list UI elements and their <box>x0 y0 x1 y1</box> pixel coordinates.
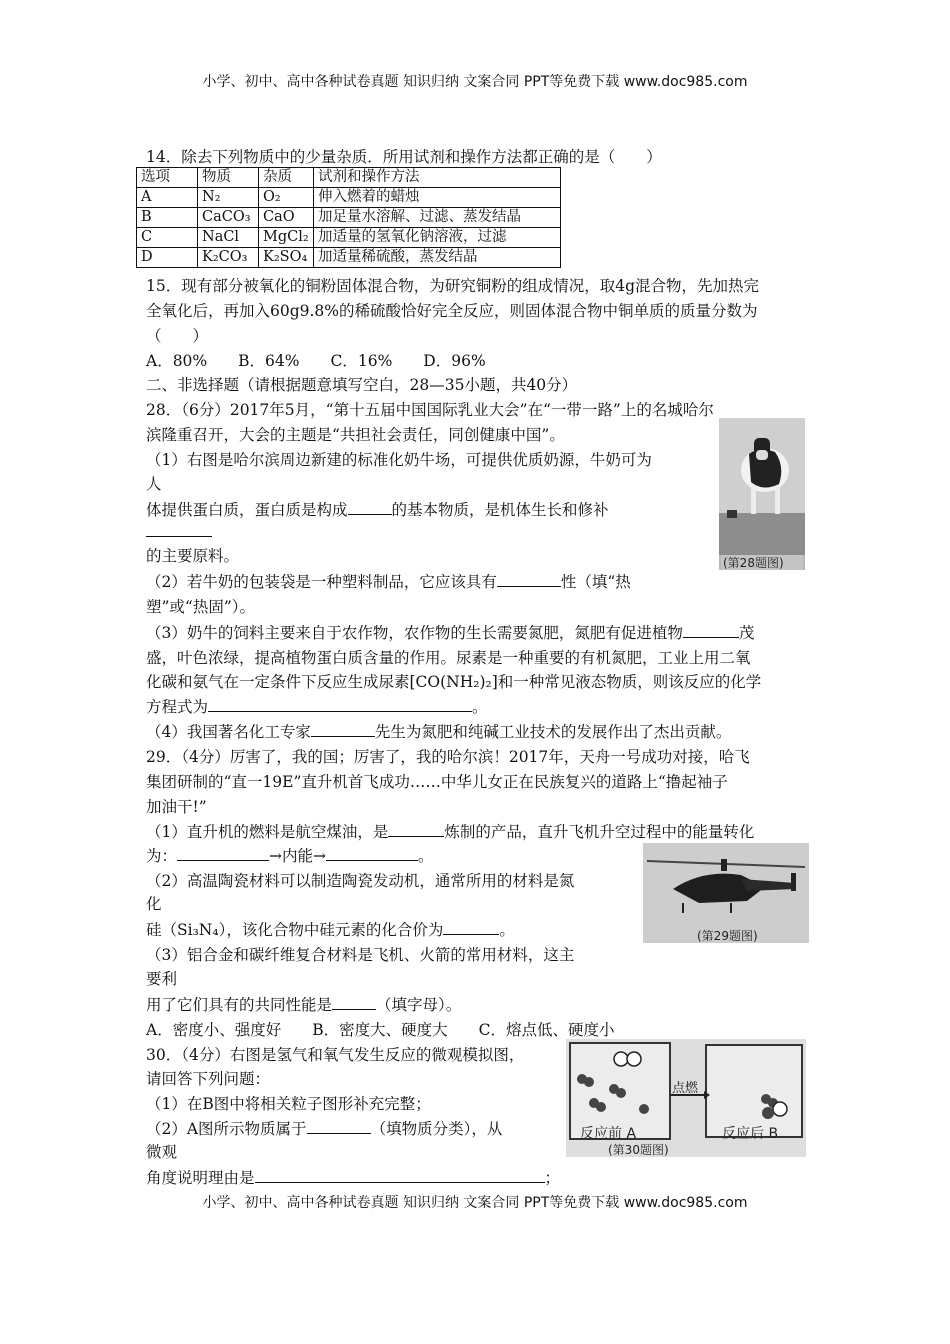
q29-line-1: 29．（4分）厉害了，我的国；厉害了，我的哈尔滨！2017年，天舟一号成功对接，哈飞 <box>146 748 750 766</box>
table-cell: N₂ <box>198 188 259 208</box>
table-cell: 加适量的氢氧化钠溶液，过滤 <box>314 228 561 248</box>
q30-p2-line-b: 微观 <box>146 1143 178 1161</box>
text: （4）我国著名化工专家 <box>146 723 311 741</box>
table-cell: 伸入燃着的蜡烛 <box>314 188 561 208</box>
q29-p3-line-b: 要利 <box>146 970 178 988</box>
figure-caption: (第28题图) <box>723 556 784 570</box>
col-header: 物质 <box>198 168 259 188</box>
table-cell: K₂CO₃ <box>198 248 259 268</box>
q14-stem: 14．除去下列物质中的少量杂质．所用试剂和操作方法都正确的是（ ） <box>146 148 662 166</box>
text: （3）奶牛的饲料主要来自于农作物，农作物的生长需要氮肥，氮肥有促进植物 <box>146 624 683 642</box>
box-a-label: 反应前 A <box>580 1126 637 1142</box>
text: （1）直升机的燃料是航空煤油，是 <box>146 823 389 841</box>
text: 用了它们具有的共同性能是 <box>146 996 333 1014</box>
q30-p2-line-a <box>146 1119 502 1139</box>
q28-p1-line-d <box>146 522 212 542</box>
table-cell: NaCl <box>198 228 259 248</box>
text: 。 <box>499 921 515 939</box>
q28-p4 <box>146 722 731 742</box>
q30-p1: （1）在B图中将相关粒子图形补充完整； <box>146 1095 431 1113</box>
table-row <box>137 208 561 228</box>
page-footer: 小学、初中、高中各种试卷真题 知识归纳 文案合同 PPT等免费下载 www.doc985.com <box>202 1195 748 1211</box>
table-row <box>137 248 561 268</box>
text: 茂 <box>738 624 755 642</box>
text: （2）若牛奶的包装袋是一种塑料制品，它应该具有 <box>146 573 497 591</box>
q28-line-1: 28．（6分）2017年5月，“第十五届中国国际乳业大会”在“一带一路”上的名城哈尔 <box>146 401 714 419</box>
table-cell: 加适量稀硫酸，蒸发结晶 <box>314 248 561 268</box>
text: 体提供蛋白质，蛋白质是构成 <box>146 501 348 519</box>
table-cell: K₂SO₄ <box>259 248 314 268</box>
answer-blank[interactable] <box>348 500 392 515</box>
cow-icon <box>719 418 805 570</box>
answer-blank[interactable] <box>307 1119 371 1134</box>
answer-blank[interactable] <box>311 722 375 737</box>
q30-line-1: 30．（4分）右图是氢气和氧气发生反应的微观模拟图， <box>146 1046 525 1064</box>
text: （2）A图所示物质属于 <box>146 1120 307 1138</box>
q15-line-2: 全氧化后，再加入60g9.8%的稀硫酸恰好完全反应，则固体混合物中铜单质的质量分数为 <box>146 302 758 320</box>
q28-p1-line-a: （1）右图是哈尔滨周边新建的标准化奶牛场，可提供优质奶源，牛奶可为 <box>146 451 652 469</box>
table-cell: B <box>137 208 198 228</box>
text: 为： <box>146 847 178 865</box>
table-cell: C <box>137 228 198 248</box>
table-cell: O₂ <box>259 188 314 208</box>
q28-p1-line-b: 人 <box>146 475 162 493</box>
q28-p2-line-b: 塑”或“热固”）。 <box>146 598 256 616</box>
reaction-figure <box>566 1039 806 1157</box>
arrow-label: 点燃 <box>672 1081 699 1096</box>
q30-line-2: 请回答下列问题： <box>146 1070 271 1088</box>
q15-line-1: 15．现有部分被氧化的铜粉固体混合物，为研究铜粉的组成情况，取4g混合物，先加热完 <box>146 277 760 295</box>
q29-options: A．密度小、强度好 B．密度大、硬度大 C．熔点低、硬度小 <box>146 1021 615 1039</box>
q30-p2-line-c <box>146 1168 560 1188</box>
answer-blank[interactable] <box>683 623 739 638</box>
figure-caption: (第29题图) <box>697 929 758 943</box>
q29-p1-line-b <box>146 846 434 866</box>
q28-p2-line-a <box>146 572 631 592</box>
text: 硅（Si₃N₄），该化合物中硅元素的化合价为 <box>146 921 444 939</box>
table-row <box>137 228 561 248</box>
q29-p2-line-b: 化 <box>146 895 162 913</box>
table-header-row <box>137 168 561 188</box>
figure-caption: (第30题图) <box>608 1143 669 1157</box>
table-cell: MgCl₂ <box>259 228 314 248</box>
q28-p3-line-a <box>146 623 754 643</box>
col-header: 试剂和操作方法 <box>314 168 561 188</box>
answer-blank[interactable] <box>326 846 418 861</box>
text: 先生为氮肥和纯碱工业技术的发展作出了杰出贡献。 <box>374 723 732 741</box>
answer-blank[interactable] <box>146 522 212 537</box>
cow-figure <box>719 418 805 570</box>
table-cell: 加足量水溶解、过滤、蒸发结晶 <box>314 208 561 228</box>
col-header: 选项 <box>137 168 198 188</box>
q28-p3-line-d <box>146 697 488 717</box>
q14-table <box>136 167 561 268</box>
q29-p2-line-a: （2）高温陶瓷材料可以制造陶瓷发动机，通常所用的材料是氮 <box>146 872 575 890</box>
text: 。 <box>472 698 488 716</box>
table-cell: A <box>137 188 198 208</box>
q28-p3-line-b: 盛，叶色浓绿，提高植物蛋白质含量的作用。尿素是一种重要的有机氮肥，工业上用二氧 <box>146 649 751 667</box>
answer-blank[interactable] <box>388 822 444 837</box>
q28-p1-line-e: 的主要原料。 <box>146 547 240 565</box>
page-header: 小学、初中、高中各种试卷真题 知识归纳 文案合同 PPT等免费下载 www.doc985.com <box>202 74 748 90</box>
q28-line-2: 滨隆重召开，大会的主题是“共担社会责任，同创健康中国”。 <box>146 426 565 444</box>
q28-p3-line-c: 化碳和氨气在一定条件下反应生成尿素[CO(NH₂)₂]和一种常见液态物质，则该反应的化学 <box>146 673 762 691</box>
answer-blank[interactable] <box>177 846 269 861</box>
q29-p1-line-a <box>146 822 754 842</box>
q15-line-3: （ ） <box>146 327 209 345</box>
section-title: 二、非选择题（请根据题意填写空白，28—35小题，共40分） <box>146 376 578 394</box>
answer-blank[interactable] <box>208 697 472 712</box>
table-row <box>137 188 561 208</box>
table-cell: CaO <box>259 208 314 228</box>
text: （填物质分类），从 <box>370 1120 503 1138</box>
q29-p3-line-a: （3）铝合金和碳纤维复合材料是飞机、火箭的常用材料，这主 <box>146 946 575 964</box>
text: 的基本物质，是机体生长和修补 <box>391 501 609 519</box>
q29-p3-line-c <box>146 995 461 1015</box>
text: （填字母）。 <box>376 996 462 1014</box>
text: ； <box>544 1169 561 1187</box>
table-cell: CaCO₃ <box>198 208 259 228</box>
q29-line-3: 加油干!” <box>146 798 207 816</box>
q28-p1-line-c <box>146 500 609 520</box>
text: 。 <box>418 847 434 865</box>
answer-blank[interactable] <box>255 1168 545 1183</box>
text: →内能→ <box>269 847 326 865</box>
q29-line-2: 集团研制的“直一19E”直升机首飞成功……中华儿女正在民族复兴的道路上“撸起袖子 <box>146 773 728 791</box>
text: 方程式为 <box>146 698 209 716</box>
box-b-label: 反应后 B <box>722 1126 779 1142</box>
q29-p2-line-c <box>146 920 515 940</box>
text: 性（填“热 <box>560 573 631 591</box>
helicopter-figure <box>643 843 809 943</box>
answer-blank[interactable] <box>443 920 499 935</box>
q15-options: A．80% B．64% C．16% D．96% <box>146 352 486 370</box>
table-cell: D <box>137 248 198 268</box>
text: 角度说明理由是 <box>146 1169 255 1187</box>
col-header: 杂质 <box>259 168 314 188</box>
answer-blank[interactable] <box>332 995 376 1010</box>
answer-blank[interactable] <box>497 572 561 587</box>
text: 炼制的产品，直升飞机升空过程中的能量转化 <box>444 823 755 841</box>
